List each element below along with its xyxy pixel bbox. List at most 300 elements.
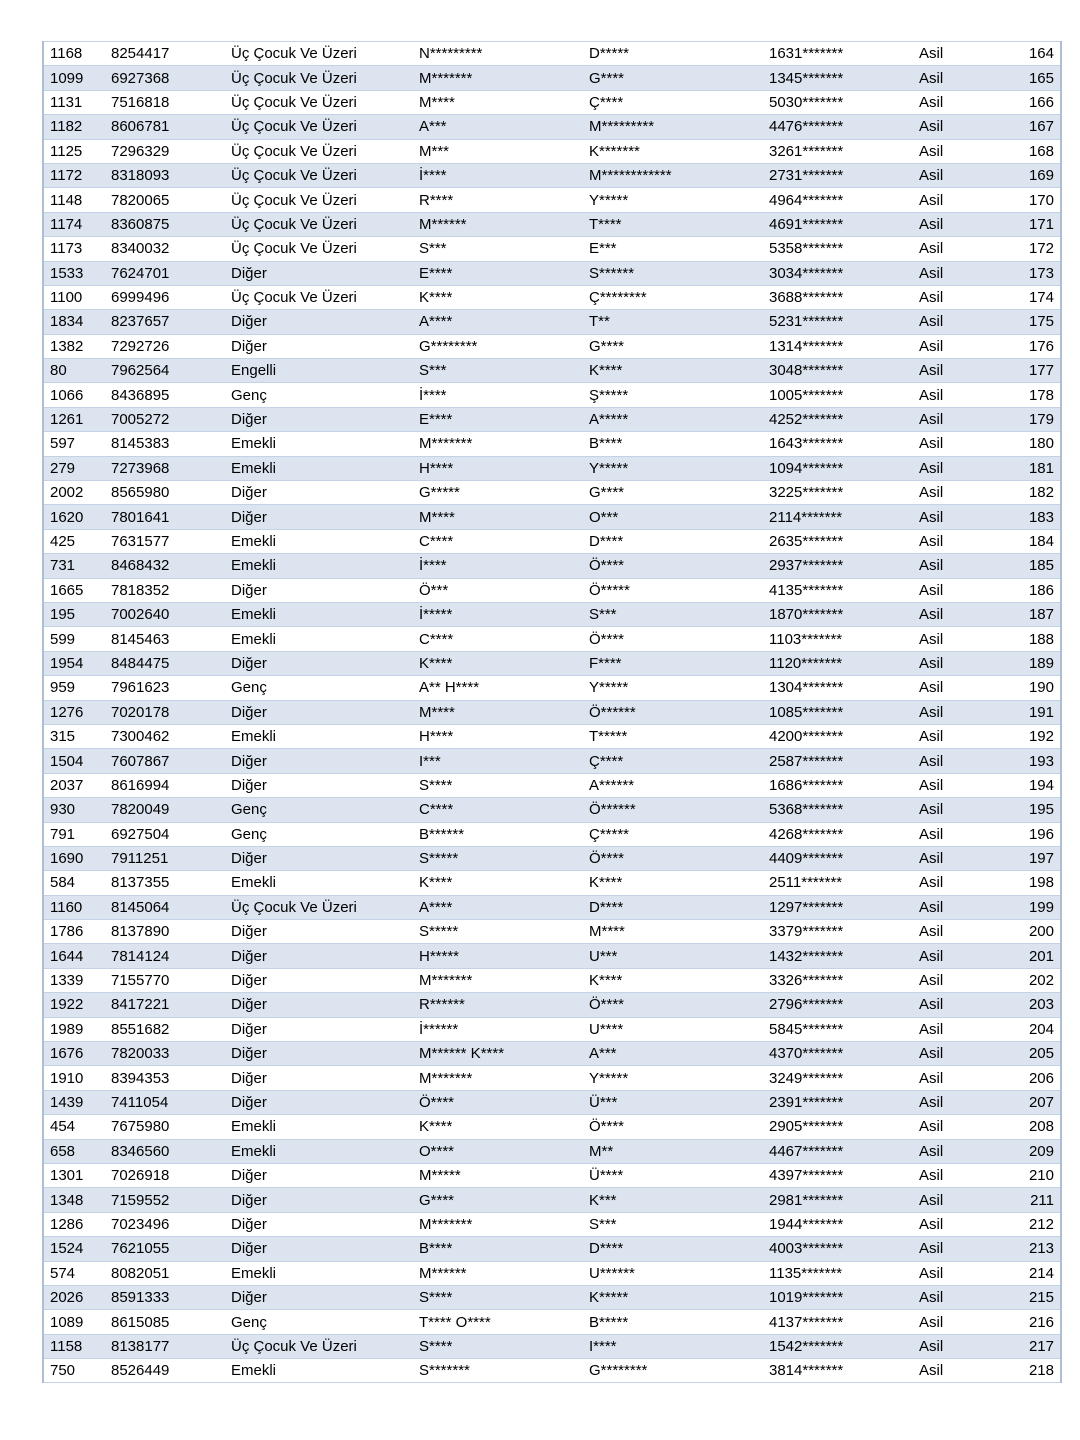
cell-tur[interactable]: Emekli (225, 529, 413, 553)
cell-tc[interactable]: 1019******* (763, 1285, 913, 1309)
cell-kod[interactable]: 584 (43, 871, 105, 895)
cell-kod[interactable]: 930 (43, 798, 105, 822)
cell-tur[interactable]: Diğer (225, 505, 413, 529)
cell-sicil[interactable]: 8145064 (105, 895, 225, 919)
cell-kod[interactable]: 1339 (43, 968, 105, 992)
cell-sicil[interactable]: 7300462 (105, 724, 225, 748)
cell-tc[interactable]: 3034******* (763, 261, 913, 285)
cell-tur[interactable]: Genç (225, 383, 413, 407)
cell-durum[interactable]: Asil (913, 773, 1001, 797)
cell-ad[interactable]: M****** (413, 1261, 583, 1285)
cell-soyad[interactable]: Ç******** (583, 285, 763, 309)
cell-sicil[interactable]: 6927368 (105, 66, 225, 90)
cell-durum[interactable]: Asil (913, 285, 1001, 309)
table-row[interactable] (43, 773, 1061, 797)
cell-tur[interactable]: Diğer (225, 310, 413, 334)
cell-sira[interactable]: 173 (1001, 261, 1061, 285)
cell-sicil[interactable]: 7631577 (105, 529, 225, 553)
cell-tur[interactable]: Diğer (225, 481, 413, 505)
table-row[interactable] (43, 237, 1061, 261)
cell-ad[interactable]: A** H**** (413, 676, 583, 700)
cell-tc[interactable]: 4691******* (763, 212, 913, 236)
cell-tc[interactable]: 2391******* (763, 1090, 913, 1114)
cell-durum[interactable]: Asil (913, 334, 1001, 358)
cell-ad[interactable]: B**** (413, 1237, 583, 1261)
cell-kod[interactable]: 1168 (43, 42, 105, 66)
cell-durum[interactable]: Asil (913, 1310, 1001, 1334)
cell-sicil[interactable]: 7155770 (105, 968, 225, 992)
cell-sira[interactable]: 171 (1001, 212, 1061, 236)
cell-durum[interactable]: Asil (913, 627, 1001, 651)
cell-soyad[interactable]: G**** (583, 481, 763, 505)
cell-tur[interactable]: Üç Çocuk Ve Üzeri (225, 895, 413, 919)
cell-tc[interactable]: 4200******* (763, 724, 913, 748)
cell-sicil[interactable]: 8138177 (105, 1334, 225, 1358)
cell-ad[interactable]: T**** O**** (413, 1310, 583, 1334)
cell-durum[interactable]: Asil (913, 846, 1001, 870)
cell-ad[interactable]: İ**** (413, 163, 583, 187)
table-row[interactable] (43, 700, 1061, 724)
cell-ad[interactable]: M****** (413, 212, 583, 236)
cell-kod[interactable]: 454 (43, 1115, 105, 1139)
table-row[interactable] (43, 1139, 1061, 1163)
cell-tur[interactable]: Diğer (225, 993, 413, 1017)
table-row[interactable] (43, 334, 1061, 358)
cell-soyad[interactable]: Ü*** (583, 1090, 763, 1114)
cell-ad[interactable]: E**** (413, 261, 583, 285)
cell-tc[interactable]: 3814******* (763, 1359, 913, 1383)
cell-soyad[interactable]: Ö***** (583, 578, 763, 602)
cell-kod[interactable]: 1954 (43, 651, 105, 675)
cell-sira[interactable]: 187 (1001, 602, 1061, 626)
cell-tc[interactable]: 1103******* (763, 627, 913, 651)
cell-sira[interactable]: 199 (1001, 895, 1061, 919)
cell-soyad[interactable]: D***** (583, 42, 763, 66)
cell-kod[interactable]: 2037 (43, 773, 105, 797)
table-row[interactable] (43, 481, 1061, 505)
cell-sicil[interactable]: 8237657 (105, 310, 225, 334)
cell-tur[interactable]: Diğer (225, 651, 413, 675)
cell-soyad[interactable]: G**** (583, 66, 763, 90)
cell-tur[interactable]: Emekli (225, 456, 413, 480)
cell-soyad[interactable]: B**** (583, 432, 763, 456)
cell-durum[interactable]: Asil (913, 383, 1001, 407)
table-row[interactable] (43, 944, 1061, 968)
cell-soyad[interactable]: T***** (583, 724, 763, 748)
cell-tur[interactable]: Genç (225, 1310, 413, 1334)
cell-ad[interactable]: K**** (413, 651, 583, 675)
cell-sira[interactable]: 183 (1001, 505, 1061, 529)
cell-soyad[interactable]: T**** (583, 212, 763, 236)
cell-tc[interactable]: 4409******* (763, 846, 913, 870)
cell-sira[interactable]: 189 (1001, 651, 1061, 675)
cell-sicil[interactable]: 7023496 (105, 1212, 225, 1236)
cell-kod[interactable]: 279 (43, 456, 105, 480)
cell-sira[interactable]: 176 (1001, 334, 1061, 358)
cell-sicil[interactable]: 8615085 (105, 1310, 225, 1334)
cell-tur[interactable]: Diğer (225, 407, 413, 431)
cell-soyad[interactable]: K**** (583, 968, 763, 992)
cell-soyad[interactable]: E*** (583, 237, 763, 261)
cell-sicil[interactable]: 7516818 (105, 90, 225, 114)
cell-tur[interactable]: Diğer (225, 1042, 413, 1066)
cell-durum[interactable]: Asil (913, 188, 1001, 212)
cell-ad[interactable]: O**** (413, 1139, 583, 1163)
cell-sira[interactable]: 167 (1001, 115, 1061, 139)
table-row[interactable] (43, 432, 1061, 456)
table-row[interactable] (43, 456, 1061, 480)
cell-tur[interactable]: Emekli (225, 432, 413, 456)
cell-sicil[interactable]: 8436895 (105, 383, 225, 407)
cell-kod[interactable]: 1286 (43, 1212, 105, 1236)
cell-sira[interactable]: 218 (1001, 1359, 1061, 1383)
cell-sira[interactable]: 172 (1001, 237, 1061, 261)
cell-sicil[interactable]: 7020178 (105, 700, 225, 724)
cell-tur[interactable]: Diğer (225, 944, 413, 968)
cell-tur[interactable]: Emekli (225, 1139, 413, 1163)
table-row[interactable] (43, 1359, 1061, 1383)
table-row[interactable] (43, 261, 1061, 285)
cell-durum[interactable]: Asil (913, 1285, 1001, 1309)
cell-sira[interactable]: 184 (1001, 529, 1061, 553)
cell-tc[interactable]: 3688******* (763, 285, 913, 309)
table-row[interactable] (43, 846, 1061, 870)
cell-soyad[interactable]: K**** (583, 359, 763, 383)
cell-tc[interactable]: 4137******* (763, 1310, 913, 1334)
table-row[interactable] (43, 651, 1061, 675)
table-row[interactable] (43, 724, 1061, 748)
cell-soyad[interactable]: A****** (583, 773, 763, 797)
cell-durum[interactable]: Asil (913, 1090, 1001, 1114)
cell-tur[interactable]: Üç Çocuk Ve Üzeri (225, 212, 413, 236)
cell-kod[interactable]: 599 (43, 627, 105, 651)
table-row[interactable] (43, 1261, 1061, 1285)
cell-durum[interactable]: Asil (913, 749, 1001, 773)
cell-kod[interactable]: 574 (43, 1261, 105, 1285)
cell-sira[interactable]: 202 (1001, 968, 1061, 992)
cell-ad[interactable]: S**** (413, 1334, 583, 1358)
cell-sira[interactable]: 181 (1001, 456, 1061, 480)
table-row[interactable] (43, 139, 1061, 163)
cell-kod[interactable]: 1439 (43, 1090, 105, 1114)
cell-ad[interactable]: İ**** (413, 554, 583, 578)
table-row[interactable] (43, 895, 1061, 919)
cell-sira[interactable]: 203 (1001, 993, 1061, 1017)
cell-durum[interactable]: Asil (913, 1334, 1001, 1358)
cell-kod[interactable]: 2026 (43, 1285, 105, 1309)
cell-kod[interactable]: 1160 (43, 895, 105, 919)
cell-sira[interactable]: 170 (1001, 188, 1061, 212)
cell-soyad[interactable]: Y***** (583, 456, 763, 480)
cell-sira[interactable]: 164 (1001, 42, 1061, 66)
cell-kod[interactable]: 1786 (43, 920, 105, 944)
cell-sira[interactable]: 206 (1001, 1066, 1061, 1090)
cell-tur[interactable]: Diğer (225, 578, 413, 602)
cell-tur[interactable]: Diğer (225, 700, 413, 724)
cell-tc[interactable]: 5030******* (763, 90, 913, 114)
cell-tur[interactable]: Üç Çocuk Ve Üzeri (225, 115, 413, 139)
cell-soyad[interactable]: Y***** (583, 1066, 763, 1090)
cell-tc[interactable]: 4252******* (763, 407, 913, 431)
cell-sicil[interactable]: 8565980 (105, 481, 225, 505)
cell-tc[interactable]: 4268******* (763, 822, 913, 846)
cell-durum[interactable]: Asil (913, 1261, 1001, 1285)
cell-ad[interactable]: İ****** (413, 1017, 583, 1041)
cell-tur[interactable]: Diğer (225, 1163, 413, 1187)
cell-ad[interactable]: R**** (413, 188, 583, 212)
table-row[interactable] (43, 383, 1061, 407)
cell-tc[interactable]: 1870******* (763, 602, 913, 626)
cell-ad[interactable]: S***** (413, 846, 583, 870)
cell-soyad[interactable]: Y***** (583, 676, 763, 700)
cell-sicil[interactable]: 7801641 (105, 505, 225, 529)
cell-tc[interactable]: 4467******* (763, 1139, 913, 1163)
table-row[interactable] (43, 676, 1061, 700)
cell-sira[interactable]: 194 (1001, 773, 1061, 797)
cell-durum[interactable]: Asil (913, 822, 1001, 846)
cell-soyad[interactable]: M** (583, 1139, 763, 1163)
cell-ad[interactable]: B****** (413, 822, 583, 846)
cell-kod[interactable]: 425 (43, 529, 105, 553)
cell-sira[interactable]: 185 (1001, 554, 1061, 578)
cell-tur[interactable]: Diğer (225, 1090, 413, 1114)
cell-tc[interactable]: 5368******* (763, 798, 913, 822)
cell-tc[interactable]: 1643******* (763, 432, 913, 456)
cell-soyad[interactable]: Ç***** (583, 822, 763, 846)
cell-sicil[interactable]: 7273968 (105, 456, 225, 480)
cell-kod[interactable]: 1922 (43, 993, 105, 1017)
cell-sicil[interactable]: 8082051 (105, 1261, 225, 1285)
cell-kod[interactable]: 2002 (43, 481, 105, 505)
cell-sicil[interactable]: 7607867 (105, 749, 225, 773)
cell-durum[interactable]: Asil (913, 944, 1001, 968)
cell-tc[interactable]: 1120******* (763, 651, 913, 675)
cell-ad[interactable]: İ**** (413, 383, 583, 407)
cell-durum[interactable]: Asil (913, 1212, 1001, 1236)
cell-ad[interactable]: A**** (413, 895, 583, 919)
cell-tur[interactable]: Üç Çocuk Ve Üzeri (225, 90, 413, 114)
cell-kod[interactable]: 731 (43, 554, 105, 578)
cell-durum[interactable]: Asil (913, 139, 1001, 163)
cell-tur[interactable]: Diğer (225, 1066, 413, 1090)
cell-tc[interactable]: 1432******* (763, 944, 913, 968)
cell-ad[interactable]: M******* (413, 1212, 583, 1236)
table-row[interactable] (43, 1237, 1061, 1261)
table-row[interactable] (43, 968, 1061, 992)
cell-sira[interactable]: 201 (1001, 944, 1061, 968)
cell-ad[interactable]: C**** (413, 627, 583, 651)
cell-tur[interactable]: Emekli (225, 1115, 413, 1139)
table-row[interactable] (43, 627, 1061, 651)
table-row[interactable] (43, 1066, 1061, 1090)
cell-soyad[interactable]: D**** (583, 1237, 763, 1261)
cell-ad[interactable]: S*** (413, 237, 583, 261)
cell-kod[interactable]: 1182 (43, 115, 105, 139)
cell-tc[interactable]: 4135******* (763, 578, 913, 602)
cell-tc[interactable]: 4964******* (763, 188, 913, 212)
cell-durum[interactable]: Asil (913, 66, 1001, 90)
cell-ad[interactable]: H***** (413, 944, 583, 968)
cell-tc[interactable]: 1314******* (763, 334, 913, 358)
table-row[interactable] (43, 1090, 1061, 1114)
cell-kod[interactable]: 1148 (43, 188, 105, 212)
cell-durum[interactable]: Asil (913, 481, 1001, 505)
cell-durum[interactable]: Asil (913, 1139, 1001, 1163)
cell-sicil[interactable]: 8616994 (105, 773, 225, 797)
cell-kod[interactable]: 195 (43, 602, 105, 626)
cell-tc[interactable]: 4003******* (763, 1237, 913, 1261)
cell-kod[interactable]: 1173 (43, 237, 105, 261)
cell-ad[interactable]: S******* (413, 1359, 583, 1383)
cell-ad[interactable]: H**** (413, 724, 583, 748)
cell-tur[interactable]: Emekli (225, 1359, 413, 1383)
cell-tur[interactable]: Genç (225, 822, 413, 846)
cell-sicil[interactable]: 8254417 (105, 42, 225, 66)
cell-durum[interactable]: Asil (913, 968, 1001, 992)
cell-sira[interactable]: 208 (1001, 1115, 1061, 1139)
cell-durum[interactable]: Asil (913, 651, 1001, 675)
cell-tc[interactable]: 4476******* (763, 115, 913, 139)
table-row[interactable] (43, 359, 1061, 383)
cell-soyad[interactable]: Ü**** (583, 1163, 763, 1187)
cell-tc[interactable]: 1094******* (763, 456, 913, 480)
cell-sicil[interactable]: 7911251 (105, 846, 225, 870)
cell-durum[interactable]: Asil (913, 1188, 1001, 1212)
cell-tc[interactable]: 3326******* (763, 968, 913, 992)
cell-sira[interactable]: 179 (1001, 407, 1061, 431)
table-row[interactable] (43, 66, 1061, 90)
cell-tur[interactable]: Diğer (225, 1017, 413, 1041)
cell-sicil[interactable]: 6927504 (105, 822, 225, 846)
cell-ad[interactable]: G**** (413, 1188, 583, 1212)
cell-sira[interactable]: 166 (1001, 90, 1061, 114)
cell-durum[interactable]: Asil (913, 700, 1001, 724)
cell-sicil[interactable]: 8340032 (105, 237, 225, 261)
cell-tur[interactable]: Emekli (225, 602, 413, 626)
cell-durum[interactable]: Asil (913, 1017, 1001, 1041)
cell-sira[interactable]: 198 (1001, 871, 1061, 895)
cell-soyad[interactable]: K**** (583, 871, 763, 895)
cell-tur[interactable]: Diğer (225, 334, 413, 358)
cell-tur[interactable]: Üç Çocuk Ve Üzeri (225, 42, 413, 66)
cell-ad[interactable]: S*** (413, 359, 583, 383)
cell-soyad[interactable]: A***** (583, 407, 763, 431)
cell-tc[interactable]: 2114******* (763, 505, 913, 529)
cell-sira[interactable]: 209 (1001, 1139, 1061, 1163)
cell-sira[interactable]: 196 (1001, 822, 1061, 846)
table-row[interactable] (43, 505, 1061, 529)
cell-sira[interactable]: 193 (1001, 749, 1061, 773)
cell-tur[interactable]: Üç Çocuk Ve Üzeri (225, 188, 413, 212)
cell-kod[interactable]: 80 (43, 359, 105, 383)
cell-ad[interactable]: A*** (413, 115, 583, 139)
table-row[interactable] (43, 1042, 1061, 1066)
cell-durum[interactable]: Asil (913, 602, 1001, 626)
cell-kod[interactable]: 1100 (43, 285, 105, 309)
cell-soyad[interactable]: Ç**** (583, 90, 763, 114)
cell-sicil[interactable]: 7292726 (105, 334, 225, 358)
cell-sira[interactable]: 207 (1001, 1090, 1061, 1114)
cell-kod[interactable]: 1125 (43, 139, 105, 163)
cell-ad[interactable]: S**** (413, 773, 583, 797)
cell-tur[interactable]: Üç Çocuk Ve Üzeri (225, 237, 413, 261)
cell-soyad[interactable]: D**** (583, 529, 763, 553)
cell-soyad[interactable]: I**** (583, 1334, 763, 1358)
table-row[interactable] (43, 1212, 1061, 1236)
table-row[interactable] (43, 1115, 1061, 1139)
cell-ad[interactable]: H**** (413, 456, 583, 480)
cell-kod[interactable]: 1533 (43, 261, 105, 285)
cell-sicil[interactable]: 7621055 (105, 1237, 225, 1261)
cell-kod[interactable]: 1910 (43, 1066, 105, 1090)
cell-sicil[interactable]: 8484475 (105, 651, 225, 675)
cell-sira[interactable]: 175 (1001, 310, 1061, 334)
cell-sicil[interactable]: 8417221 (105, 993, 225, 1017)
cell-tc[interactable]: 2635******* (763, 529, 913, 553)
cell-tc[interactable]: 2905******* (763, 1115, 913, 1139)
cell-tur[interactable]: Diğer (225, 1188, 413, 1212)
cell-durum[interactable]: Asil (913, 1359, 1001, 1383)
cell-tur[interactable]: Diğer (225, 1212, 413, 1236)
cell-ad[interactable]: G***** (413, 481, 583, 505)
table-row[interactable] (43, 822, 1061, 846)
cell-tur[interactable]: Diğer (225, 920, 413, 944)
cell-sira[interactable]: 191 (1001, 700, 1061, 724)
cell-sicil[interactable]: 7962564 (105, 359, 225, 383)
cell-durum[interactable]: Asil (913, 1042, 1001, 1066)
cell-tur[interactable]: Diğer (225, 261, 413, 285)
table-row[interactable] (43, 798, 1061, 822)
cell-soyad[interactable]: M********* (583, 115, 763, 139)
cell-soyad[interactable]: S****** (583, 261, 763, 285)
cell-tc[interactable]: 2937******* (763, 554, 913, 578)
cell-durum[interactable]: Asil (913, 529, 1001, 553)
cell-soyad[interactable]: M**** (583, 920, 763, 944)
cell-durum[interactable]: Asil (913, 310, 1001, 334)
cell-sira[interactable]: 217 (1001, 1334, 1061, 1358)
cell-ad[interactable]: M***** (413, 1163, 583, 1187)
cell-sira[interactable]: 182 (1001, 481, 1061, 505)
cell-sira[interactable]: 165 (1001, 66, 1061, 90)
cell-sicil[interactable]: 7159552 (105, 1188, 225, 1212)
table-row[interactable] (43, 602, 1061, 626)
cell-sira[interactable]: 192 (1001, 724, 1061, 748)
cell-tur[interactable]: Emekli (225, 871, 413, 895)
cell-sira[interactable]: 212 (1001, 1212, 1061, 1236)
cell-sicil[interactable]: 8606781 (105, 115, 225, 139)
cell-kod[interactable]: 315 (43, 724, 105, 748)
cell-sicil[interactable]: 6999496 (105, 285, 225, 309)
cell-durum[interactable]: Asil (913, 359, 1001, 383)
cell-tc[interactable]: 2511******* (763, 871, 913, 895)
cell-sicil[interactable]: 7296329 (105, 139, 225, 163)
cell-kod[interactable]: 597 (43, 432, 105, 456)
cell-tur[interactable]: Üç Çocuk Ve Üzeri (225, 285, 413, 309)
cell-sicil[interactable]: 8318093 (105, 163, 225, 187)
cell-sira[interactable]: 200 (1001, 920, 1061, 944)
table-row[interactable] (43, 578, 1061, 602)
cell-sicil[interactable]: 7820049 (105, 798, 225, 822)
cell-soyad[interactable]: S*** (583, 602, 763, 626)
cell-durum[interactable]: Asil (913, 895, 1001, 919)
cell-tur[interactable]: Diğer (225, 1237, 413, 1261)
cell-ad[interactable]: A**** (413, 310, 583, 334)
cell-kod[interactable]: 1172 (43, 163, 105, 187)
cell-soyad[interactable]: Ö**** (583, 554, 763, 578)
cell-ad[interactable]: S***** (413, 920, 583, 944)
cell-ad[interactable]: S**** (413, 1285, 583, 1309)
cell-kod[interactable]: 1504 (43, 749, 105, 773)
